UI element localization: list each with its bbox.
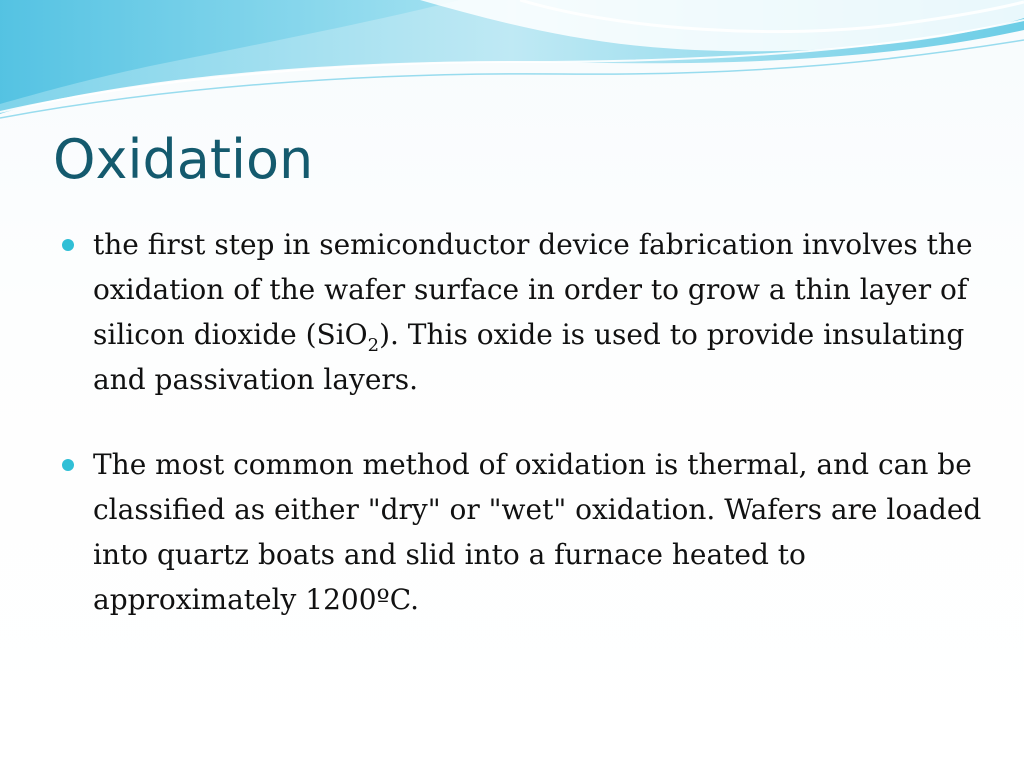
decorative-wave-header bbox=[0, 0, 1024, 130]
subscript-text: 2 bbox=[367, 335, 380, 356]
bullet-item bbox=[62, 222, 982, 402]
bullet-text-part: ). This oxide is used to provide insulating and passivation layers. bbox=[93, 318, 965, 396]
bullet-dot-icon bbox=[62, 239, 74, 251]
bullet-text-part: the first step in semiconductor device fabrication involves the oxidation of the wafer surface in order to grow a thin layer of silicon dioxide (SiO bbox=[93, 228, 973, 351]
bullet-list bbox=[62, 222, 982, 622]
slide-title: Oxidation bbox=[53, 128, 314, 191]
bullet-dot-icon bbox=[62, 459, 74, 471]
bullet-item bbox=[62, 442, 982, 622]
bullet-text: The most common method of oxidation is thermal, and can be classified as either "dry" or "wet" oxidation. Wafers are loaded into quartz boats and slid into a furnace heated to approximately 1200ºC. bbox=[93, 448, 982, 616]
